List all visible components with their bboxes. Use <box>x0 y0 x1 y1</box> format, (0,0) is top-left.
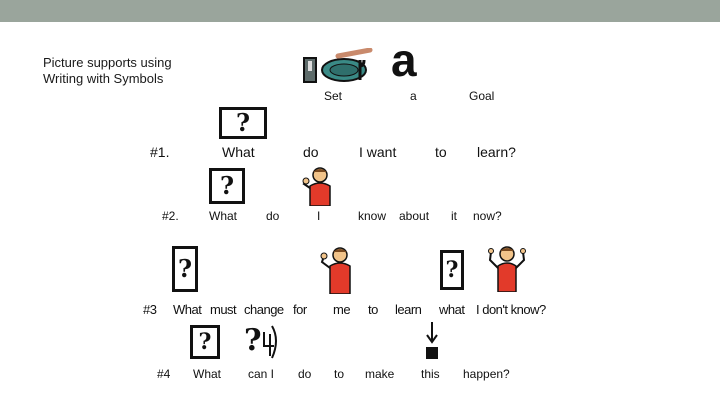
word-it: it <box>451 209 457 223</box>
word-must: must <box>210 302 237 317</box>
word-to: to <box>334 367 345 381</box>
word-do: do <box>298 367 312 381</box>
can-question-icon <box>242 320 282 362</box>
word-i-dont-know: I don't know? <box>476 302 546 317</box>
title-bar <box>0 0 720 22</box>
word-what: What <box>173 302 202 317</box>
arrow-down-square-icon <box>422 322 442 362</box>
word-this: this <box>421 367 440 381</box>
label-step-2: #2. <box>162 209 179 223</box>
word-happen: happen? <box>463 367 510 381</box>
question-mark-icon: ? <box>172 246 198 292</box>
word-goal: Goal <box>469 89 495 103</box>
word-what: what <box>439 302 465 317</box>
word-can-i: can I <box>248 367 275 381</box>
word-a: a <box>410 89 417 103</box>
word-to: to <box>368 302 378 317</box>
word-set: Set <box>324 89 343 103</box>
svg-text:?: ? <box>244 323 262 358</box>
label-step-1: #1. <box>150 144 170 160</box>
word-learn: learn? <box>477 144 516 160</box>
word-what: What <box>222 144 255 160</box>
word-about: about <box>399 209 430 223</box>
question-mark-icon: ? <box>219 107 267 139</box>
caption <box>43 55 172 87</box>
word-what: What <box>209 209 238 223</box>
word-i: I <box>317 209 321 223</box>
word-to: to <box>435 144 447 160</box>
word-do: do <box>266 209 280 223</box>
letter-a-icon: a <box>391 34 417 86</box>
word-make: make <box>365 367 395 381</box>
person-pointing-self-icon <box>300 166 340 206</box>
label-step-3: #3 <box>143 302 157 317</box>
word-now: now? <box>473 209 502 223</box>
person-pointing-self-icon <box>318 246 358 294</box>
word-change: change <box>244 302 284 317</box>
caption-line-2: Writing with Symbols <box>43 71 164 86</box>
word-i-want: I want <box>359 144 397 160</box>
question-mark-icon: ? <box>209 168 245 204</box>
label-step-4: #4 <box>157 367 171 381</box>
question-mark-icon: ? <box>440 250 464 290</box>
caption-line-1: Picture supports using <box>43 55 172 70</box>
word-know: know <box>358 209 387 223</box>
word-learn: learn <box>395 302 422 317</box>
person-shrugging-icon <box>487 244 527 292</box>
word-what: What <box>193 367 222 381</box>
question-mark-icon: ? <box>190 325 220 359</box>
set-table-icon <box>300 48 374 86</box>
word-do: do <box>303 144 319 160</box>
word-me: me <box>333 302 351 317</box>
word-for: for <box>293 302 307 317</box>
